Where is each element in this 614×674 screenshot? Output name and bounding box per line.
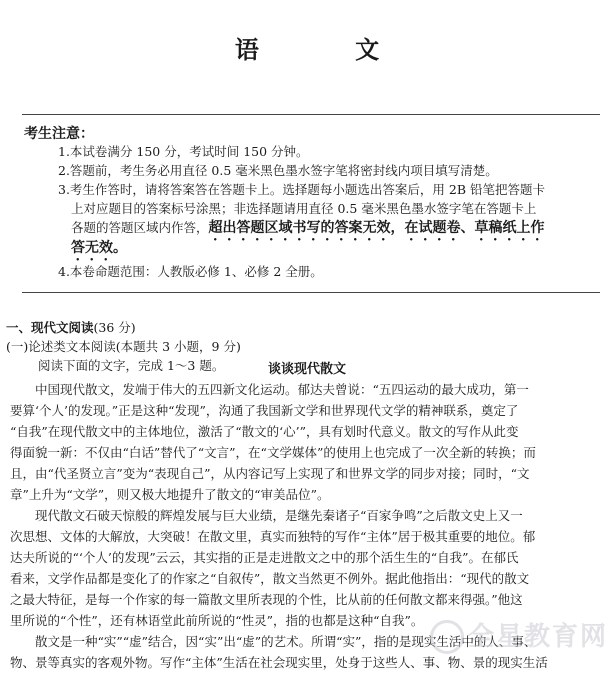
notice-item-2: 2.答题前，考生务必用直径 0.5 毫米黑色墨水签字笔将密封线内项目填写清楚。 (58, 163, 498, 178)
article-line: “自我”在现代散文中的主体地位，激活了“散文的‘心’”，具有划时代意义。散文的写作从此变 (10, 424, 519, 439)
page-title: 语 文 (234, 36, 424, 64)
subsection-heading: (一)论述类文本阅读(本题共 3 小题，9 分) (6, 339, 241, 354)
top-divider (22, 114, 600, 115)
reading-instruction: 阅读下面的文字，完成 1～3 题。 (38, 358, 225, 373)
watermark-text: 全星教育网 (467, 621, 608, 652)
section-heading-title: 一、现代文阅读 (6, 320, 94, 335)
watermark-logo-icon (430, 620, 464, 654)
notice-emphasis-2: 答无效。 (71, 240, 127, 256)
article-line: 章”上升为“文学”，则又极大地提升了散文的“审美品位”。 (10, 487, 330, 502)
article-line: 中国现代散文，发端于伟大的五四新文化运动。郁达夫曾说：“五四运动的最大成功，第一 (10, 382, 529, 397)
watermark (430, 616, 608, 655)
article-line: 次思想、文体的大解放，大突破！在散文里，真实而独特的写作“主体”居于极其重要的地位。郁 (10, 529, 536, 544)
notice-item-1: 1.本试卷满分 150 分，考试时间 150 分钟。 (58, 144, 309, 159)
notice-emphasis-1: 超出答题区域书写的答案无效，在试题卷、草稿纸上作 (208, 220, 545, 236)
notice-item-3-tail: 各题的答题区域内作答， (71, 220, 209, 235)
notice-heading: 考生注意： (24, 126, 94, 142)
article-line: 里所说的“个性”，还有林语堂此前所说的“性灵”，指的也都是这种“自我”。 (10, 613, 424, 628)
article-line: 现代散文石破天惊般的辉煌发展与巨大业绩，是继先秦诸子“百家争鸣”之后散文史上又一 (10, 508, 523, 523)
article-title: 谈谈现代散文 (267, 362, 346, 377)
article-line: 之最大特征，是每一个作家的每一篇散文里所表现的个性，比从前的任何散文都来得强。”他这 (10, 592, 523, 607)
section-heading (6, 318, 136, 337)
notice-item-3-cont: 上对应题目的答案标号涂黑；非选择题请用直径 0.5 毫米黑色墨水签字笔在答题卡上 (71, 201, 537, 216)
article-line: 物、景等真实的客观外物。写作“主体”生活在社会现实里，处身于这些人、事、物、景的现实生活 (10, 655, 548, 670)
notice-item-3-cont3 (71, 238, 611, 264)
article-line: 得面貌一新：不仅由“白话”替代了“文言”，在“文学媒体”的使用上也完成了一次全新的转换；而 (10, 445, 536, 460)
article-line: 散文是一种“实”“虚”结合，因“实”出“虚”的艺术。所谓“实”，指的是现实生活中的人、事、 (10, 634, 537, 649)
notice-item-3: 3.考生作答时，请将答案答在答题卡上。选择题每小题选出答案后，用 2B 铅笔把答题卡 (58, 182, 546, 197)
article-line: 达夫所说的“‘个人’的发现”云云，其实指的正是走进散文之中的那个活生生的“自我”。在郁氏 (10, 550, 519, 565)
notice-divider (22, 292, 600, 293)
article-line: 看来，文学作品都是变化了的作家之“自叙传”，散文当然更不例外。据此他指出：“现代的散文 (10, 571, 530, 586)
article-line: 且，由“代圣贤立言”变为“表现自己”，从内容记写上实现了和世界文学的同步对接；同时，“文 (10, 466, 530, 481)
article-line: 要算‘个人’的发现。”正是这种“发现”，沟通了我国新文学和世界现代文学的精神联系，奠定了 (10, 403, 519, 418)
notice-item-4: 4.本卷命题范围：人教版必修 1、必修 2 全册。 (58, 264, 323, 279)
section-heading-points: (36 分) (93, 320, 136, 335)
